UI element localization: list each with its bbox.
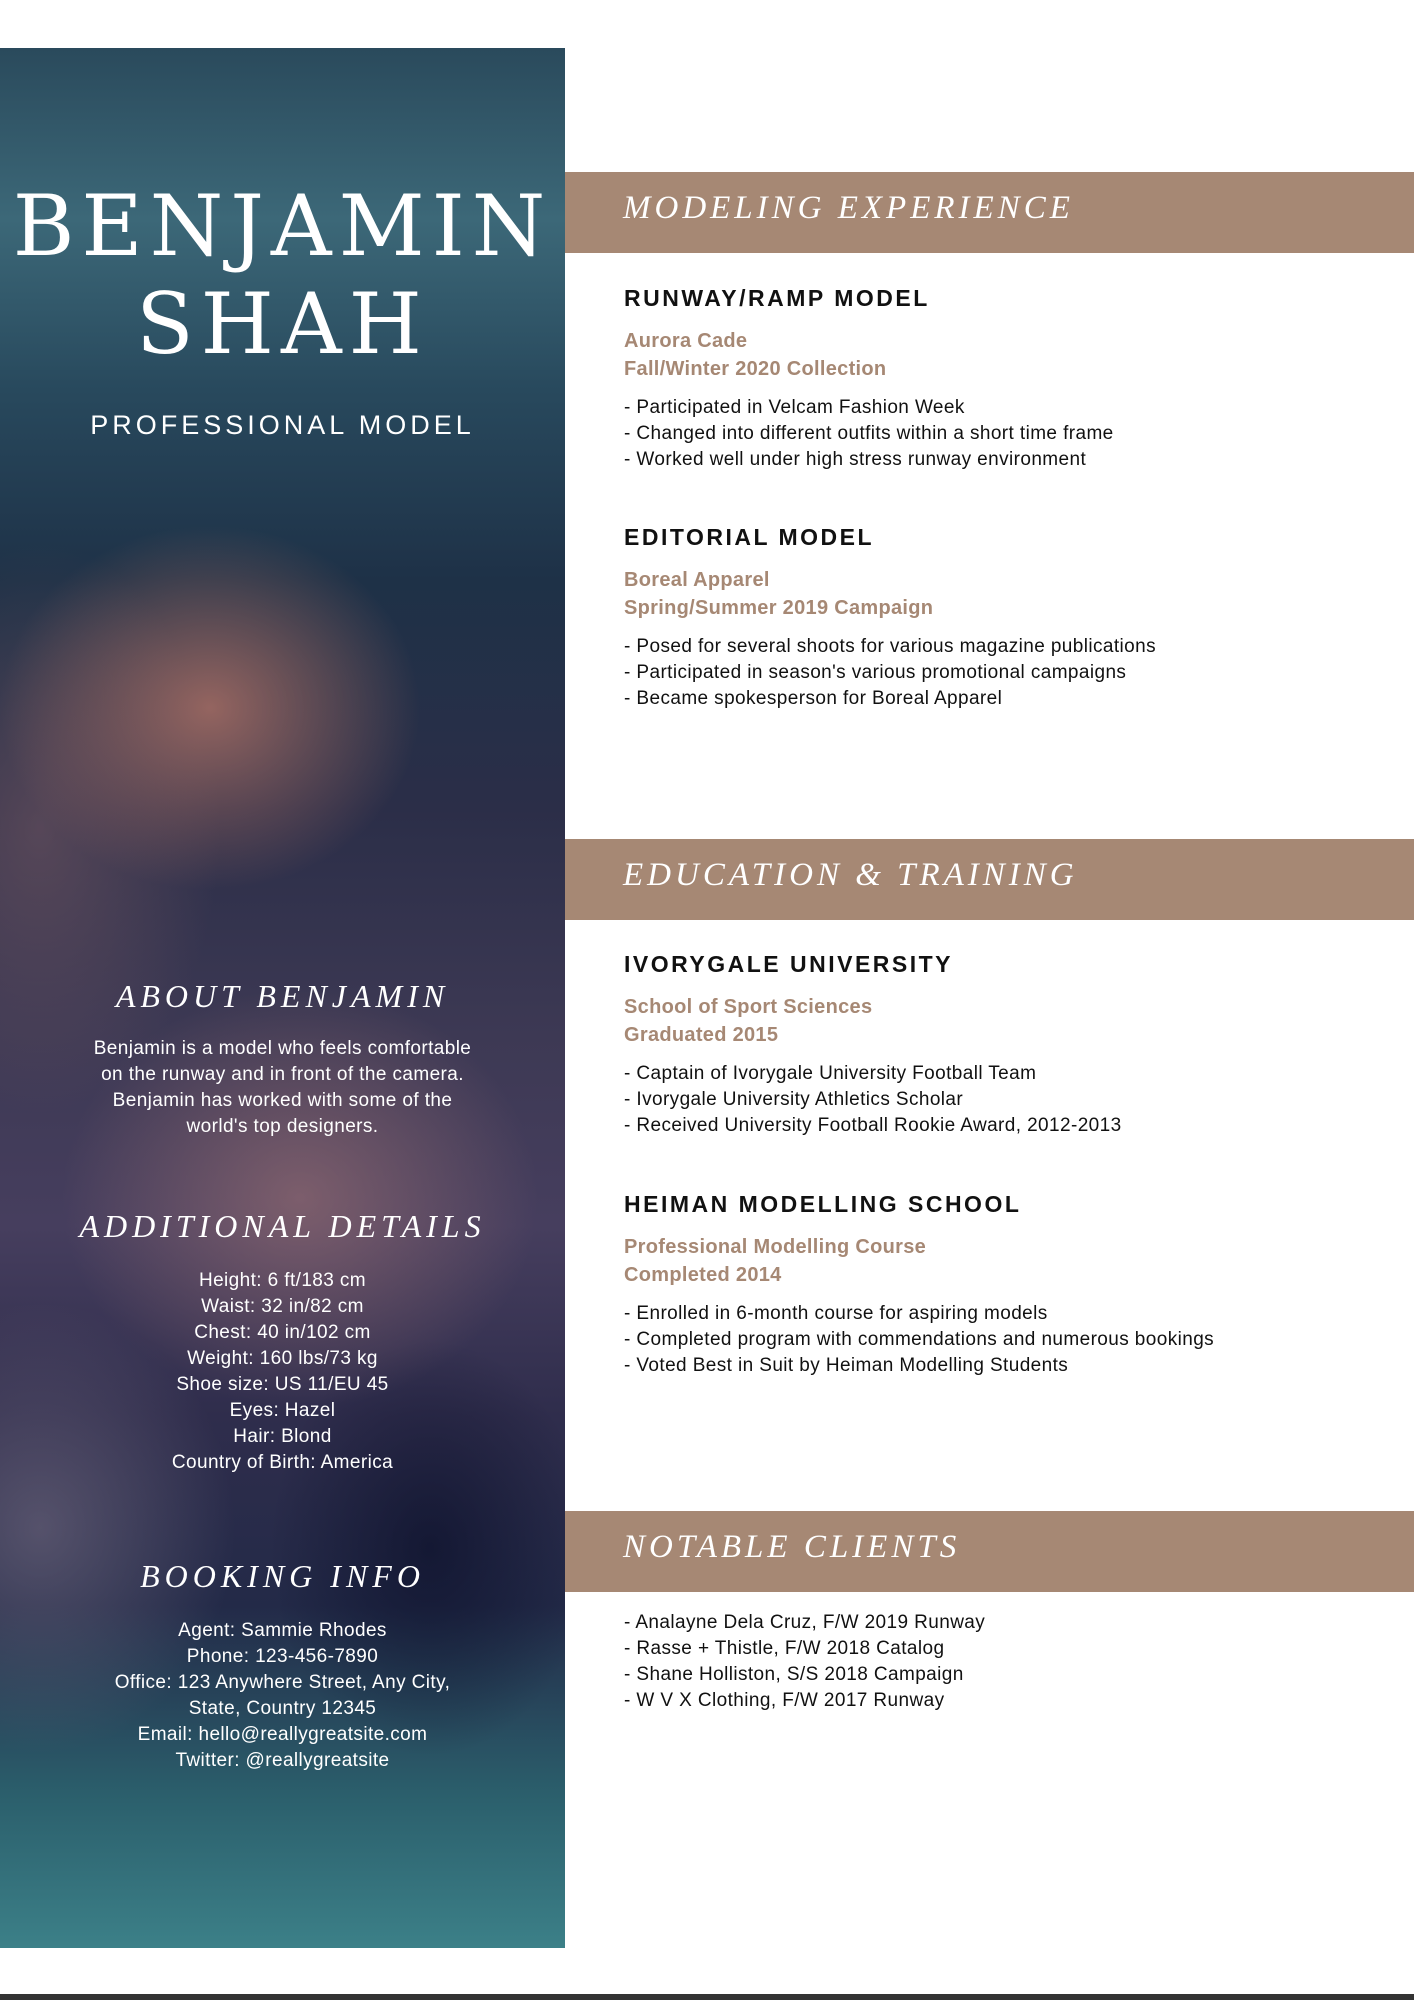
booking-email: Email: hello@reallygreatsite.com xyxy=(137,1724,428,1745)
education-entry xyxy=(624,1190,1384,1379)
education-heading: EDUCATION & TRAINING xyxy=(623,857,1078,893)
section-band-experience xyxy=(565,172,1414,253)
entry-org: School of Sport Sciences xyxy=(624,996,873,1018)
bullet-item: - Participated in Velcam Fashion Week xyxy=(624,397,965,418)
bullet-item: - Worked well under high stress runway environment xyxy=(624,449,1087,470)
name-last: SHAH xyxy=(136,275,429,373)
footer-divider xyxy=(0,1994,1414,2000)
entry-subtitle xyxy=(624,566,1384,622)
experience-entry xyxy=(624,523,1384,712)
section-band-education xyxy=(565,839,1414,920)
booking-list xyxy=(0,1618,565,1774)
bullet-item: - Enrolled in 6-month course for aspiring models xyxy=(624,1303,1048,1324)
booking-item: Office: 123 Anywhere Street, Any City, xyxy=(114,1672,451,1693)
bullet-item: - Posed for several shoots for various magazine publications xyxy=(624,636,1156,657)
client-item: - Rasse + Thistle, F/W 2018 Catalog xyxy=(624,1638,945,1659)
entry-title: IVORYGALE UNIVERSITY xyxy=(624,951,954,977)
client-item: - W V X Clothing, F/W 2017 Runway xyxy=(624,1690,945,1711)
booking-heading: BOOKING INFO xyxy=(140,1558,425,1594)
entry-subtitle xyxy=(624,1233,1384,1289)
entry-bullets xyxy=(624,1301,1384,1379)
about-line: world's top designers. xyxy=(186,1116,379,1137)
entry-period: Spring/Summer 2019 Campaign xyxy=(624,597,934,619)
entry-bullets xyxy=(624,634,1384,712)
about-line: Benjamin is a model who feels comfortable xyxy=(93,1038,472,1059)
detail-item: Hair: Blond xyxy=(233,1426,332,1447)
detail-item: Chest: 40 in/102 cm xyxy=(194,1322,371,1343)
entry-title: EDITORIAL MODEL xyxy=(624,524,875,550)
details-heading: ADDITIONAL DETAILS xyxy=(79,1208,486,1244)
clients-heading: NOTABLE CLIENTS xyxy=(623,1529,961,1565)
booking-item: Phone: 123-456-7890 xyxy=(186,1646,379,1667)
client-item: - Shane Holliston, S/S 2018 Campaign xyxy=(624,1664,964,1685)
detail-item: Eyes: Hazel xyxy=(229,1400,336,1421)
entry-org: Boreal Apparel xyxy=(624,569,770,591)
bullet-item: - Ivorygale University Athletics Scholar xyxy=(624,1089,964,1110)
entry-period: Graduated 2015 xyxy=(624,1024,779,1046)
entry-period: Fall/Winter 2020 Collection xyxy=(624,358,887,380)
about-line: Benjamin has worked with some of the xyxy=(112,1090,453,1111)
about-line: on the runway and in front of the camera. xyxy=(101,1064,464,1085)
bullet-item: - Participated in season's various promotional campaigns xyxy=(624,662,1127,683)
entry-bullets xyxy=(624,395,1384,473)
entry-org: Aurora Cade xyxy=(624,330,748,352)
detail-item: Weight: 160 lbs/73 kg xyxy=(187,1348,378,1369)
bullet-item: - Changed into different outfits within a short time frame xyxy=(624,423,1114,444)
bullet-item: - Completed program with commendations and numerous bookings xyxy=(624,1329,1215,1350)
entry-subtitle xyxy=(624,993,1384,1049)
role-subtitle: PROFESSIONAL MODEL xyxy=(90,410,475,440)
client-item: - Analayne Dela Cruz, F/W 2019 Runway xyxy=(624,1612,986,1633)
entry-org: Professional Modelling Course xyxy=(624,1236,927,1258)
entry-period: Completed 2014 xyxy=(624,1264,782,1286)
experience-entry xyxy=(624,284,1384,473)
sidebar-photo-panel xyxy=(0,48,565,1948)
detail-item: Country of Birth: America xyxy=(171,1452,394,1473)
bullet-item: - Captain of Ivorygale University Football Team xyxy=(624,1063,1037,1084)
bullet-item: - Became spokesperson for Boreal Apparel xyxy=(624,688,1003,709)
entry-title: HEIMAN MODELLING SCHOOL xyxy=(624,1191,1022,1217)
details-list xyxy=(0,1268,565,1476)
bullet-item: - Voted Best in Suit by Heiman Modelling Students xyxy=(624,1355,1069,1376)
booking-twitter: Twitter: @reallygreatsite xyxy=(175,1750,390,1771)
entry-title: RUNWAY/RAMP MODEL xyxy=(624,285,930,311)
entry-subtitle xyxy=(624,327,1384,383)
booking-item: Agent: Sammie Rhodes xyxy=(178,1620,387,1641)
detail-item: Height: 6 ft/183 cm xyxy=(198,1270,367,1291)
about-heading: ABOUT BENJAMIN xyxy=(115,978,450,1014)
detail-item: Waist: 32 in/82 cm xyxy=(201,1296,364,1317)
about-body xyxy=(0,1036,565,1140)
clients-list xyxy=(624,1610,1384,1714)
booking-item: State, Country 12345 xyxy=(188,1698,377,1719)
education-entry xyxy=(624,950,1384,1139)
entry-bullets xyxy=(624,1061,1384,1139)
experience-heading: MODELING EXPERIENCE xyxy=(623,190,1074,226)
detail-item: Shoe size: US 11/EU 45 xyxy=(176,1374,389,1395)
bullet-item: - Received University Football Rookie Award, 2012-2013 xyxy=(624,1115,1122,1136)
name-first: BENJAMIN xyxy=(12,177,553,275)
section-band-clients xyxy=(565,1511,1414,1592)
